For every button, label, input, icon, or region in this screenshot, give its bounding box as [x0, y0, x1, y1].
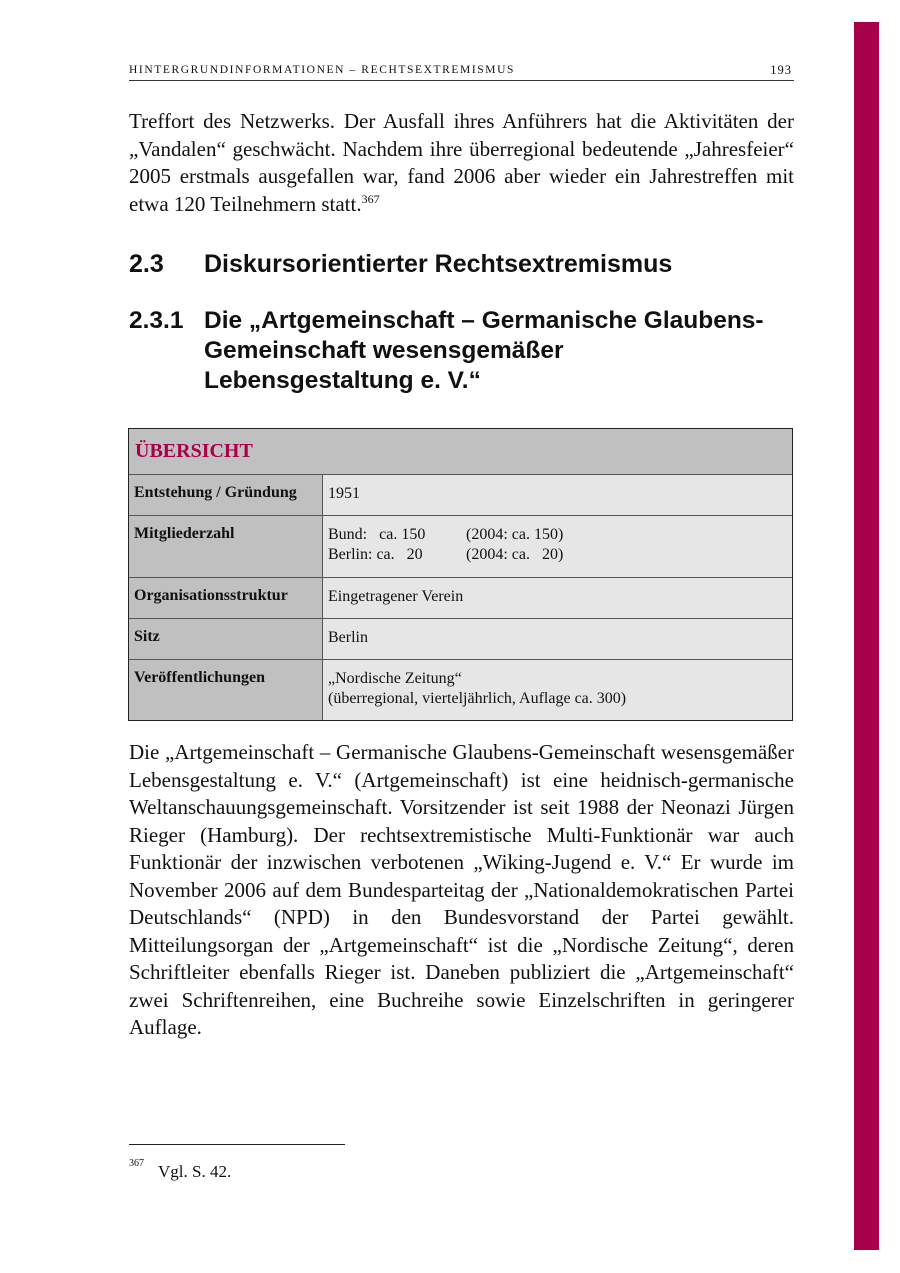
overview-value-line: Eingetragener Verein	[328, 588, 464, 605]
overview-row-members	[129, 516, 792, 578]
intro-paragraph	[129, 108, 794, 218]
overview-value	[323, 660, 792, 720]
overview-label: Organisationsstruktur	[129, 578, 323, 618]
overview-table	[128, 428, 793, 721]
footnote	[129, 1158, 232, 1182]
overview-row-publications	[129, 660, 792, 720]
section-number: 2.3	[129, 250, 164, 278]
footnote-divider	[129, 1144, 345, 1145]
overview-row-founding	[129, 475, 792, 516]
overview-label: Entstehung / Gründung	[129, 475, 323, 515]
member-count-berlin: Berlin: ca. 20	[328, 546, 423, 563]
footnote-text: Vgl. S. 42.	[158, 1162, 232, 1181]
member-count-federal: Bund: ca. 150	[328, 526, 426, 543]
page-number: 193	[770, 63, 792, 77]
overview-value-line	[328, 525, 792, 545]
member-count-federal-2004: (2004: ca. 150)	[466, 526, 564, 543]
decorative-sidebar-bar	[854, 22, 879, 1250]
overview-value-line	[328, 545, 792, 565]
footnote-number: 367	[129, 1158, 144, 1169]
running-header	[129, 62, 794, 81]
overview-row-seat	[129, 619, 792, 660]
overview-value	[323, 619, 792, 659]
overview-row-structure	[129, 578, 792, 619]
running-header-title: HINTERGRUNDINFORMATIONEN – RECHTSEXTREMISMUS	[129, 64, 516, 76]
footnote-reference[interactable]: 367	[361, 191, 380, 206]
overview-heading: ÜBERSICHT	[129, 429, 792, 475]
body-paragraph: Die „Artgemeinschaft – Germanische Glaubens-Gemeinschaft wesensgemäßer Lebensgestaltung e. V.“ (Artgemeinschaft) ist eine heidnisch-germanische Weltanschauungsgemeinschaft. Vorsitzender ist seit 1988 der Neonazi Jürgen Rieger (Hamburg). Der rechtsextremistische Multi-Funktionär war auch Funktionär der inzwischen verbotenen „Wiking-Jugend e. V.“ Er wurde im November 2006 auf dem Bundesparteitag der „Nationaldemokratischen Partei Deutschlands“ (NPD) in den Bundesvorstand der Partei gewählt. Mitteilungsorgan der „Artgemeinschaft“ ist die „Nordische Zeitung“, deren Schriftleiter ebenfalls Rieger ist. Daneben publiziert die „Artgemeinschaft“ zwei Schriftenreihen, eine Buchreihe sowie Einzelschriften in geringerer Auflage.	[129, 740, 794, 1039]
member-count-berlin-2004: (2004: ca. 20)	[466, 546, 564, 563]
overview-value-line: 1951	[328, 485, 360, 502]
overview-value-line: „Nordische Zeitung“	[328, 670, 462, 687]
overview-value-line: (überregional, vierteljährlich, Auflage ca. 300)	[328, 690, 627, 707]
overview-value	[323, 578, 792, 618]
overview-value	[323, 475, 792, 515]
overview-label: Sitz	[129, 619, 323, 659]
overview-label: Veröffentlichungen	[129, 660, 323, 720]
subsection-title: Die „Artgemeinschaft – Germanische Glaubens-Gemeinschaft wesensgemäßer Lebensgestaltung e. V.“	[204, 307, 764, 394]
intro-paragraph-text: Treffort des Netzwerks. Der Ausfall ihres Anführers hat die Aktivitäten der „Vandalen“ geschwächt. Nachdem ihre überregional bedeutende „Jahresfeier“ 2005 erstmals ausgefallen war, fand 2006 aber wieder ein Jahrestreffen mit etwa 120 Teilnehmern statt.	[129, 109, 794, 216]
section-title: Diskursorientierter Rechtsextremismus	[204, 250, 673, 278]
overview-value-line: Berlin	[328, 629, 368, 646]
subsection-number: 2.3.1	[129, 307, 184, 334]
overview-label: Mitgliederzahl	[129, 516, 323, 577]
overview-value	[323, 516, 792, 577]
